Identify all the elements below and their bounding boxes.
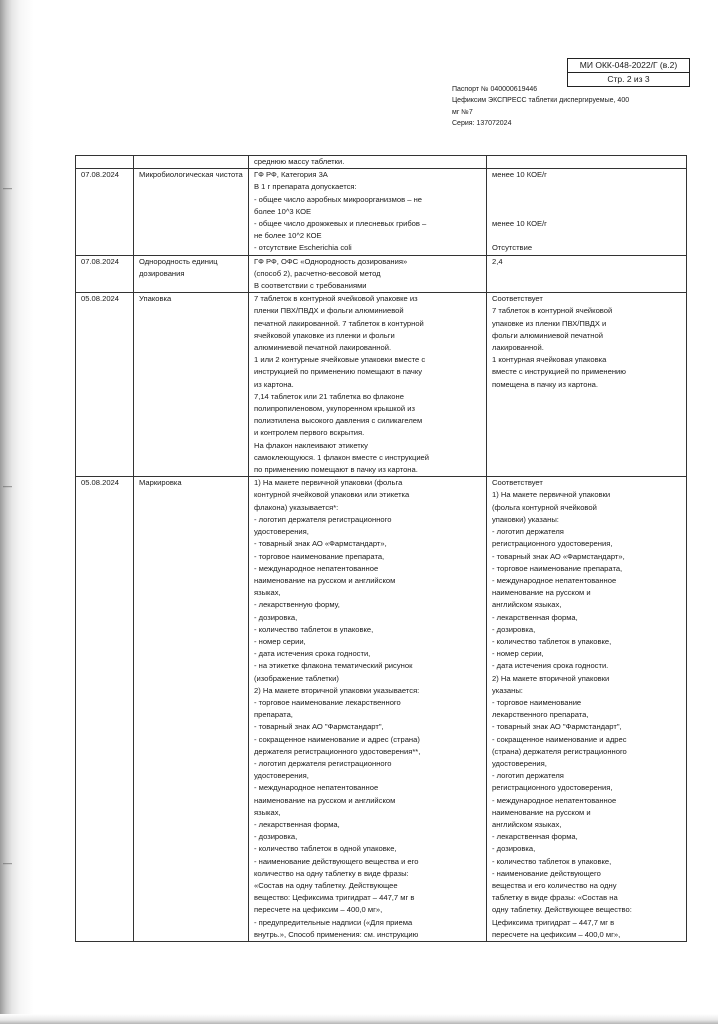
norm-cell (249, 255, 487, 293)
result-line: упаковке из пленки ПВХ/ПВДХ и (492, 318, 607, 328)
result-cell (487, 477, 687, 942)
norm-line: - лекарственная форма, (254, 819, 340, 829)
norm-cell (249, 169, 487, 255)
result-line: наименование на русском и (492, 588, 591, 598)
result-line: - международное непатентованное (492, 575, 617, 585)
date-cell: 05.08.2024 (76, 477, 134, 942)
norm-line: - дозировка, (254, 832, 298, 842)
parameter-cell (134, 255, 249, 293)
result-line: - сокращенное наименование и адрес (492, 734, 627, 744)
result-line: 1) На макете первичной упаковки (492, 490, 611, 500)
norm-line: контурной ячейковой упаковки или этикетка (254, 490, 410, 500)
norm-line: - дата истечения срока годности, (254, 649, 371, 659)
table-row (76, 156, 687, 169)
norm-line: держателя регистрационного удостоверения**, (254, 746, 421, 756)
norm-line: - количество таблеток в упаковке, (254, 624, 374, 634)
result-line: упаковки) указаны: (492, 514, 559, 524)
norm-line: полиэтилена высокого давления с силикагелем (254, 416, 423, 426)
result-cell (487, 255, 687, 293)
norm-line: «Состав на одну таблетку. Действующее (254, 880, 398, 890)
norm-line: удостоверения, (254, 771, 309, 781)
norm-line: инструкцией по применению помещают в пачку (254, 367, 423, 377)
norm-line: - международное непатентованное (254, 563, 379, 573)
result-line: (фольга контурной ячейковой (492, 502, 597, 512)
norm-line: В 1 г препарата допускается: (254, 182, 357, 192)
norm-line: ГФ РФ, ОФС «Однородность дозирования» (254, 256, 408, 266)
result-line: Соответствует (492, 294, 543, 304)
norm-line: наименование на русском и английском (254, 795, 396, 805)
result-line: пересчете на цефиксим – 400,0 мг», (492, 929, 621, 939)
norm-line: препарата, (254, 710, 293, 720)
norm-cell (249, 293, 487, 477)
norm-line: - товарный знак АО «Фармстандарт», (254, 539, 387, 549)
continuation-text: среднюю массу таблетки. (254, 157, 345, 166)
norm-line: алюминиевой печатной лакированной. (254, 343, 392, 353)
result-line: менее 10 КОЕ/г (492, 219, 547, 229)
norm-line: - общее число аэробных микроорганизмов – не (254, 194, 422, 204)
norm-line: - отсутствие Escherichia coli (254, 243, 352, 253)
norm-line: - международное непатентованное (254, 783, 379, 793)
result-line: указаны: (492, 685, 523, 695)
result-line: лекарственного препарата, (492, 710, 589, 720)
norm-line: 2) На макете вторичной упаковки указывается: (254, 685, 420, 695)
page-number: Стр. 2 из 3 (568, 72, 689, 86)
norm-line: - логотип держателя регистрационного (254, 758, 392, 768)
result-line: 2,4 (492, 256, 503, 266)
parameter-cell (134, 169, 249, 255)
result-line: - дата истечения срока годности. (492, 661, 609, 671)
document-code-box (567, 58, 690, 87)
norm-line: - сокращенное наименование и адрес (страна) (254, 734, 420, 744)
norm-line: В соответствии с требованиями (254, 281, 367, 291)
result-line: Цефиксима тригидрат – 447,7 мг в (492, 917, 615, 927)
result-line: - товарный знак АО «Фармстандарт», (492, 551, 625, 561)
norm-line: - общее число дрожжевых и плесневых грибов – (254, 219, 427, 229)
result-cell (487, 169, 687, 255)
norm-line: удостоверения, (254, 527, 309, 537)
norm-line: и контролем первого вскрытия. (254, 428, 365, 438)
parameter-name: Упаковка (139, 294, 172, 304)
norm-line: 7 таблеток в контурной ячейковой упаковке из (254, 294, 418, 304)
result-line: 7 таблеток в контурной ячейковой (492, 306, 613, 316)
parameter-name: Микробиологическая чистота (139, 170, 243, 180)
norm-line: - предупредительные надписи («Для приема (254, 917, 413, 927)
norm-line: ячейковой упаковке из пленки и фольги (254, 330, 395, 340)
parameter-cell (134, 293, 249, 477)
norm-line: не более 10^2 КОЕ (254, 231, 322, 241)
norm-line: языках, (254, 588, 281, 598)
batch-number: Серия: 137072024 (452, 119, 512, 127)
norm-line: 1 или 2 контурные ячейковые упаковки вместе с (254, 355, 426, 365)
norm-line: - торговое наименование препарата, (254, 551, 385, 561)
result-line: 2) На макете вторичной упаковки (492, 673, 610, 683)
parameter-cell (134, 477, 249, 942)
result-line: - дозировка, (492, 624, 536, 634)
norm-cell (249, 156, 487, 169)
result-line (492, 181, 682, 193)
date-cell (76, 156, 134, 169)
norm-line: - наименование действующего вещества и его (254, 856, 419, 866)
result-line: фольги алюминиевой печатной (492, 330, 603, 340)
norm-line: - товарный знак АО "Фармстандарт", (254, 722, 384, 732)
result-line (492, 194, 682, 206)
passport-info (452, 84, 692, 129)
parameter-cell (134, 156, 249, 169)
norm-line: - на этикетке флакона тематический рисунок (254, 661, 413, 671)
norm-line: - лекарственную форму, (254, 600, 340, 610)
result-line (492, 206, 682, 218)
result-line (492, 230, 682, 242)
result-line: вместе с инструкцией по применению (492, 367, 626, 377)
norm-line: из картона. (254, 379, 294, 389)
norm-line: полипропиленовом, укупоренном крышкой из (254, 404, 415, 414)
result-line: - количество таблеток в упаковке, (492, 636, 612, 646)
scan-mark: — (3, 858, 12, 868)
result-line: Отсутствие (492, 243, 533, 253)
norm-line: внутрь.», Способ применения: см. инструкцию (254, 929, 419, 939)
result-line: английском языках, (492, 819, 562, 829)
result-line: - дозировка, (492, 844, 536, 854)
table-row (76, 169, 687, 255)
norm-line: На флакон наклеивают этикетку (254, 440, 368, 450)
specification-table (75, 155, 687, 942)
result-line: регистрационного удостоверения, (492, 539, 613, 549)
date-cell: 07.08.2024 (76, 255, 134, 293)
scan-edge-shadow (0, 0, 34, 1024)
result-line: - логотип держателя (492, 771, 564, 781)
table-row (76, 293, 687, 477)
result-line: регистрационного удостоверения, (492, 783, 613, 793)
result-cell (487, 293, 687, 477)
norm-line: - дозировка, (254, 612, 298, 622)
product-name: Цефиксим ЭКСПРЕСС таблетки диспергируемые, 400 (452, 97, 630, 105)
result-line: - товарный знак АО "Фармстандарт", (492, 722, 622, 732)
parameter-name: Маркировка (139, 478, 182, 488)
result-line: - лекарственная форма, (492, 832, 578, 842)
result-line: менее 10 КОЕ/г (492, 170, 547, 180)
result-line: одну таблетку. Действующее вещество: (492, 905, 632, 915)
norm-line: (изображение таблетки) (254, 673, 339, 683)
result-line: английском языках, (492, 600, 562, 610)
result-line: - логотип держателя (492, 527, 564, 537)
result-line: - международное непатентованное (492, 795, 617, 805)
norm-line: более 10^3 КОЕ (254, 206, 312, 216)
norm-line: по применению помещают в пачку из картона. (254, 465, 418, 475)
result-line: - количество таблеток в упаковке, (492, 856, 612, 866)
scan-bottom-shadow (0, 1014, 718, 1024)
table-row (76, 477, 687, 942)
table-row (76, 255, 687, 293)
result-line: - наименование действующего (492, 868, 601, 878)
norm-line: количество на одну таблетку в виде фразы: (254, 868, 409, 878)
norm-line: - логотип держателя регистрационного (254, 514, 392, 524)
result-line: удостоверения, (492, 758, 547, 768)
document-code: МИ ОКК-048-2022/Г (в.2) (579, 60, 678, 70)
norm-line: 1) На макете первичной упаковки (фольга (254, 478, 403, 488)
result-line: наименование на русском и (492, 807, 591, 817)
scan-mark: — (3, 183, 12, 193)
result-line: вещества и его количество на одну (492, 880, 617, 890)
result-line: (страна) держателя регистрационного (492, 746, 627, 756)
norm-line: вещество: Цефиксима тригидрат – 447,7 мг в (254, 893, 415, 903)
date-cell: 07.08.2024 (76, 169, 134, 255)
passport-number: Паспорт № 040000619446 (452, 86, 538, 93)
product-pack: мг №7 (452, 108, 473, 116)
norm-line: - количество таблеток в одной упаковке, (254, 844, 397, 854)
norm-line: языках, (254, 807, 281, 817)
norm-line: пересчете на цефиксим – 400,0 мг», (254, 905, 383, 915)
norm-line: печатной лакированной. 7 таблеток в контурной (254, 318, 424, 328)
result-line: Соответствует (492, 478, 543, 488)
result-line: таблетку в виде фразы: «Состав на (492, 893, 618, 903)
norm-line: наименование на русском и английском (254, 575, 396, 585)
norm-line: флакона) указывается*: (254, 502, 339, 512)
result-line: - номер серии, (492, 649, 544, 659)
norm-line: 7,14 таблеток или 21 таблетка во флаконе (254, 391, 404, 401)
result-line: 1 контурная ячейковая упаковка (492, 355, 607, 365)
norm-line: самоклеющуюся. 1 флакон вместе с инструкцией (254, 452, 430, 462)
scan-mark: — (3, 481, 12, 491)
norm-line: ГФ РФ, Категория 3А (254, 170, 328, 180)
result-cell (487, 156, 687, 169)
result-line: помещена в пачку из картона. (492, 379, 599, 389)
norm-line: - номер серии, (254, 636, 306, 646)
parameter-name: Однородность единиц дозирования (139, 256, 218, 278)
norm-line: пленки ПВХ/ПВДХ и фольги алюминиевой (254, 306, 404, 316)
result-line: - торговое наименование препарата, (492, 563, 623, 573)
norm-line: - торговое наименование лекарственного (254, 697, 401, 707)
result-line: - лекарственная форма, (492, 612, 578, 622)
date-cell: 05.08.2024 (76, 293, 134, 477)
norm-line: (способ 2), расчетно-весовой метод (254, 268, 381, 278)
norm-cell (249, 477, 487, 942)
result-line: - торговое наименование (492, 697, 582, 707)
result-line: лакированной. (492, 343, 544, 353)
